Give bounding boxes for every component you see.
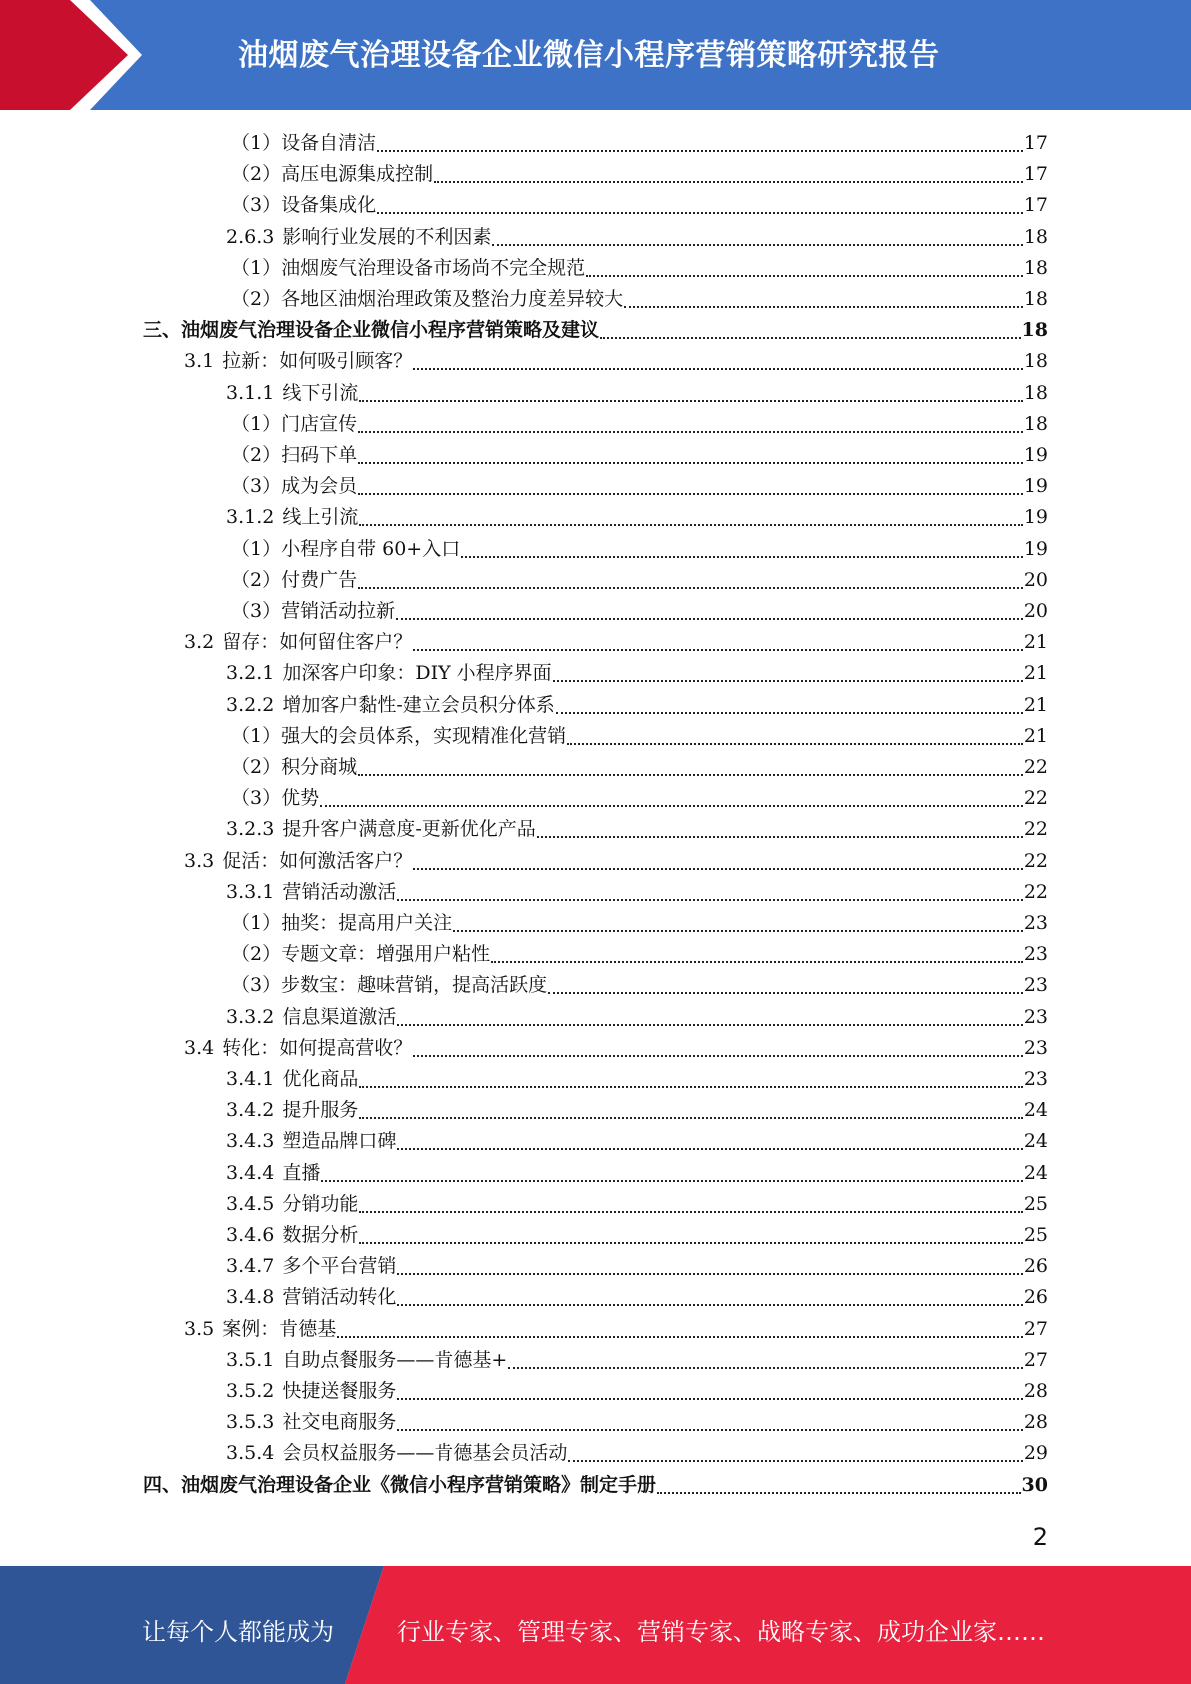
toc-entry-title: （3）优势	[231, 787, 320, 810]
toc-leader-dots	[397, 996, 1022, 1026]
toc-entry-page: 19	[1023, 537, 1048, 560]
toc-entry-page: 28	[1023, 1411, 1048, 1434]
toc-entry-page: 20	[1023, 568, 1048, 591]
toc-entry-title: （3）营销活动拉新	[231, 600, 396, 622]
toc-entry-page: 26	[1023, 1255, 1048, 1278]
toc-entry-title: 营销活动激活	[282, 880, 397, 903]
toc-entry-page: 22	[1023, 849, 1048, 872]
toc-leader-dots	[358, 559, 1023, 589]
toc-entry-title: 信息渠道激活	[282, 1005, 397, 1028]
toc-leader-dots	[377, 184, 1023, 214]
toc-leader-dots	[548, 964, 1023, 994]
toc-entry-title: （3）设备集成化	[231, 194, 377, 217]
toc-leader-dots	[359, 496, 1022, 526]
toc-entry-page: 21	[1023, 662, 1048, 685]
toc-entry-title: （3）步数宝：趣味营销，提高活跃度	[231, 974, 548, 997]
toc-leader-dots	[413, 340, 1023, 370]
toc-entry-title: 转化：如何提高营收？	[222, 1036, 413, 1059]
toc-leader-dots	[434, 153, 1023, 183]
toc-entry-number: 2.6.3	[226, 225, 275, 248]
toc-leader-dots	[358, 746, 1023, 776]
toc-entry-page: 22	[1023, 756, 1048, 778]
toc-entry-page: 18	[1023, 225, 1048, 248]
toc-entry-page: 27	[1023, 1348, 1048, 1371]
toc-entry-title: （2）付费广告	[231, 568, 358, 591]
toc-leader-dots	[321, 1152, 1022, 1182]
toc-entry-page: 18	[1023, 412, 1048, 435]
toc-entry-number: 3.2.1	[226, 662, 275, 685]
toc-leader-dots	[359, 1058, 1022, 1088]
toc-entry-number: 3.4.6	[226, 1224, 275, 1246]
toc-entry-title: 自助点餐服务——肯德基+	[282, 1348, 508, 1371]
toc-entry-page: 22	[1023, 787, 1048, 810]
toc-entry-page: 21	[1023, 693, 1048, 716]
toc-leader-dots	[337, 1308, 1023, 1338]
toc-entry-number: 3.4.1	[226, 1068, 275, 1090]
footer-slogan-right: 行业专家、管理专家、营销专家、战略专家、成功企业家……	[397, 1618, 1045, 1646]
toc-leader-dots	[397, 1245, 1022, 1275]
toc-entry-title: 促活：如何激活客户？	[222, 849, 413, 872]
toc-leader-dots	[359, 1089, 1022, 1119]
toc-entry-page: 30	[1021, 1473, 1048, 1496]
toc-entry-number: 3.5.2	[226, 1380, 275, 1402]
toc-leader-dots	[492, 216, 1022, 246]
toc-entry-title: 加深客户印象：DIY 小程序界面	[282, 662, 552, 685]
toc-leader-dots	[461, 528, 1023, 558]
toc-leader-dots	[358, 465, 1023, 495]
toc-entry-title: （1）小程序自带 60+入口	[231, 537, 461, 560]
toc-entry-number: 3.4.8	[226, 1286, 275, 1309]
document-title: 油烟废气治理设备企业微信小程序营销策略研究报告	[238, 38, 940, 73]
toc-entry-title: （1）油烟废气治理设备市场尚不完全规范	[231, 256, 586, 279]
toc-entry-page: 24	[1023, 1130, 1048, 1153]
toc-entry-page: 23	[1023, 943, 1048, 966]
toc-entry-title: 线下引流	[282, 381, 359, 404]
toc-leader-dots	[624, 278, 1023, 308]
toc-entry-number: 3.3.1	[226, 880, 275, 903]
toc-leader-dots	[397, 1401, 1022, 1431]
toc-entry-title: 拉新：如何吸引顾客？	[222, 350, 413, 373]
toc-entry-title: 会员权益服务——肯德基会员活动	[282, 1442, 568, 1465]
toc-entry-title: （1）强大的会员体系，实现精准化营销	[231, 724, 567, 747]
toc-leader-dots	[413, 1027, 1023, 1057]
toc-entry-title: 提升客户满意度-更新优化产品	[282, 818, 536, 841]
toc-entry-page: 22	[1023, 818, 1048, 841]
toc-entry-number: 3.5	[184, 1317, 215, 1340]
page-number: 2	[1032, 1523, 1048, 1551]
toc-entry-title: 留存：如何留住客户？	[222, 631, 413, 654]
toc-entry-page: 19	[1023, 506, 1048, 529]
toc-entry-number: 3.5.3	[226, 1411, 275, 1434]
toc-entry-page: 18	[1023, 381, 1048, 404]
toc-leader-dots	[413, 840, 1023, 870]
toc-leader-dots	[600, 309, 1021, 339]
toc-entry-title: 线上引流	[282, 506, 359, 529]
toc-entry-title: 增加客户黏性-建立会员积分体系	[282, 693, 555, 716]
toc-leader-dots	[359, 1214, 1022, 1244]
toc-entry-page: 25	[1023, 1224, 1048, 1246]
toc-entry-number: 3.5.4	[226, 1442, 275, 1465]
toc-leader-dots	[377, 122, 1023, 152]
toc-entry-number: 3.3.2	[226, 1005, 275, 1028]
toc-entry-title: 案例：肯德基	[222, 1317, 337, 1340]
footer-slogan-left: 让每个人都能成为	[142, 1618, 334, 1646]
page-header	[0, 0, 1191, 110]
toc-leader-dots	[491, 933, 1023, 963]
toc-entry-number: 3.1	[184, 350, 215, 373]
toc-entry-number: 3.2	[184, 631, 215, 654]
toc-leader-dots	[397, 1370, 1022, 1400]
toc-entry-page: 21	[1023, 724, 1048, 747]
toc-entry-title: 塑造品牌口碑	[282, 1130, 397, 1153]
toc-entry-title: （2）积分商城	[231, 756, 358, 778]
toc-entry-page: 23	[1023, 974, 1048, 997]
toc-entry-number: 3.1.1	[226, 381, 275, 404]
toc-leader-dots	[453, 902, 1023, 932]
toc-entry-page: 24	[1023, 1161, 1048, 1184]
toc-entry-title: （1）门店宣传	[231, 412, 358, 435]
header-arrow-decoration	[0, 0, 150, 110]
toc-entry-title: 直播	[282, 1161, 321, 1184]
toc-entry-page: 18	[1023, 256, 1048, 279]
toc-entry-number: 3.2.3	[226, 818, 275, 841]
toc-entry-page: 29	[1023, 1442, 1048, 1465]
toc-entry-page: 23	[1023, 1068, 1048, 1090]
toc-entry-page: 26	[1023, 1286, 1048, 1309]
toc-entry-title: 优化商品	[282, 1068, 359, 1090]
toc-entry-number: 3.5.1	[226, 1348, 275, 1371]
toc-leader-dots	[320, 777, 1023, 807]
toc-leader-dots	[397, 871, 1022, 901]
toc-leader-dots	[586, 247, 1023, 277]
toc-entry-title: （3）成为会员	[231, 475, 358, 498]
toc-leader-dots	[508, 1339, 1023, 1369]
toc-entry-title: 影响行业发展的不利因素	[282, 225, 492, 248]
toc-entry-page: 23	[1023, 1036, 1048, 1059]
toc-entry-page: 18	[1023, 288, 1048, 310]
toc-entry-title: （1）抽奖：提高用户关注	[231, 912, 453, 934]
toc-leader-dots	[657, 1464, 1021, 1494]
toc-leader-dots	[568, 1432, 1022, 1462]
toc-leader-dots	[359, 1183, 1022, 1213]
toc-entry-page: 24	[1023, 1099, 1048, 1122]
toc-leader-dots	[413, 621, 1023, 651]
toc-leader-dots	[396, 590, 1023, 620]
toc-entry-page: 19	[1023, 475, 1048, 498]
toc-entry-title: 数据分析	[282, 1224, 359, 1246]
toc-entry-page: 27	[1023, 1317, 1048, 1340]
toc-leader-dots	[556, 684, 1023, 714]
toc-entry-number: 3.3	[184, 849, 215, 872]
toc-entry-page: 17	[1023, 132, 1048, 154]
toc-entry-number: 3.4.2	[226, 1099, 275, 1122]
toc-entry-page: 28	[1023, 1380, 1048, 1402]
toc-entry-title: （2）扫码下单	[231, 444, 358, 466]
toc-entry-page: 19	[1023, 444, 1048, 466]
toc-leader-dots	[358, 403, 1023, 433]
toc-entry-page: 25	[1023, 1192, 1048, 1215]
toc-entry-page: 21	[1023, 631, 1048, 654]
toc-entry-title: 四、油烟废气治理设备企业《微信小程序营销策略》制定手册	[143, 1473, 657, 1496]
toc-entry-title: （2）专题文章：增强用户粘性	[231, 943, 491, 966]
toc-entry-title: 三、油烟废气治理设备企业微信小程序营销策略及建议	[143, 319, 600, 342]
toc-entry-page: 20	[1023, 600, 1048, 622]
toc-entry-title: （2）各地区油烟治理政策及整治力度差异较大	[231, 288, 624, 310]
toc-entry-title: 快捷送餐服务	[282, 1380, 397, 1402]
page-footer	[0, 1566, 1191, 1684]
toc-leader-dots	[567, 715, 1023, 745]
toc-entry-number: 3.4.3	[226, 1130, 275, 1153]
toc-leader-dots	[358, 434, 1023, 464]
toc-leader-dots	[553, 652, 1023, 682]
toc-entry-number: 3.2.2	[226, 693, 275, 716]
toc-entry-page: 23	[1023, 912, 1048, 934]
toc-entry-number: 3.4.5	[226, 1192, 275, 1215]
toc-entry-page: 18	[1021, 319, 1048, 342]
toc-leader-dots	[359, 372, 1022, 402]
toc-entry-title: 提升服务	[282, 1099, 359, 1122]
toc-entry-page: 17	[1023, 194, 1048, 217]
toc-entry-title: 营销活动转化	[282, 1286, 397, 1309]
toc-entry-title: 多个平台营销	[282, 1255, 397, 1278]
toc-entry-page: 23	[1023, 1005, 1048, 1028]
toc-entry-page: 17	[1023, 163, 1048, 186]
toc-entry-number: 3.4	[184, 1036, 215, 1059]
toc-entry[interactable]	[143, 1470, 1048, 1501]
toc-leader-dots	[537, 808, 1023, 838]
toc-entry-page: 22	[1023, 880, 1048, 903]
toc-entry-title: （1）设备自清洁	[231, 132, 377, 154]
toc-leader-dots	[397, 1120, 1022, 1150]
toc-entry-number: 3.4.7	[226, 1255, 275, 1278]
toc-entry-title: 社交电商服务	[282, 1411, 397, 1434]
toc-entry-title: 分销功能	[282, 1192, 359, 1215]
toc-leader-dots	[397, 1276, 1022, 1306]
toc-entry-page: 18	[1023, 350, 1048, 373]
toc-entry-number: 3.1.2	[226, 506, 275, 529]
toc-entry-title: （2）高压电源集成控制	[231, 163, 434, 186]
toc-entry-number: 3.4.4	[226, 1161, 275, 1184]
